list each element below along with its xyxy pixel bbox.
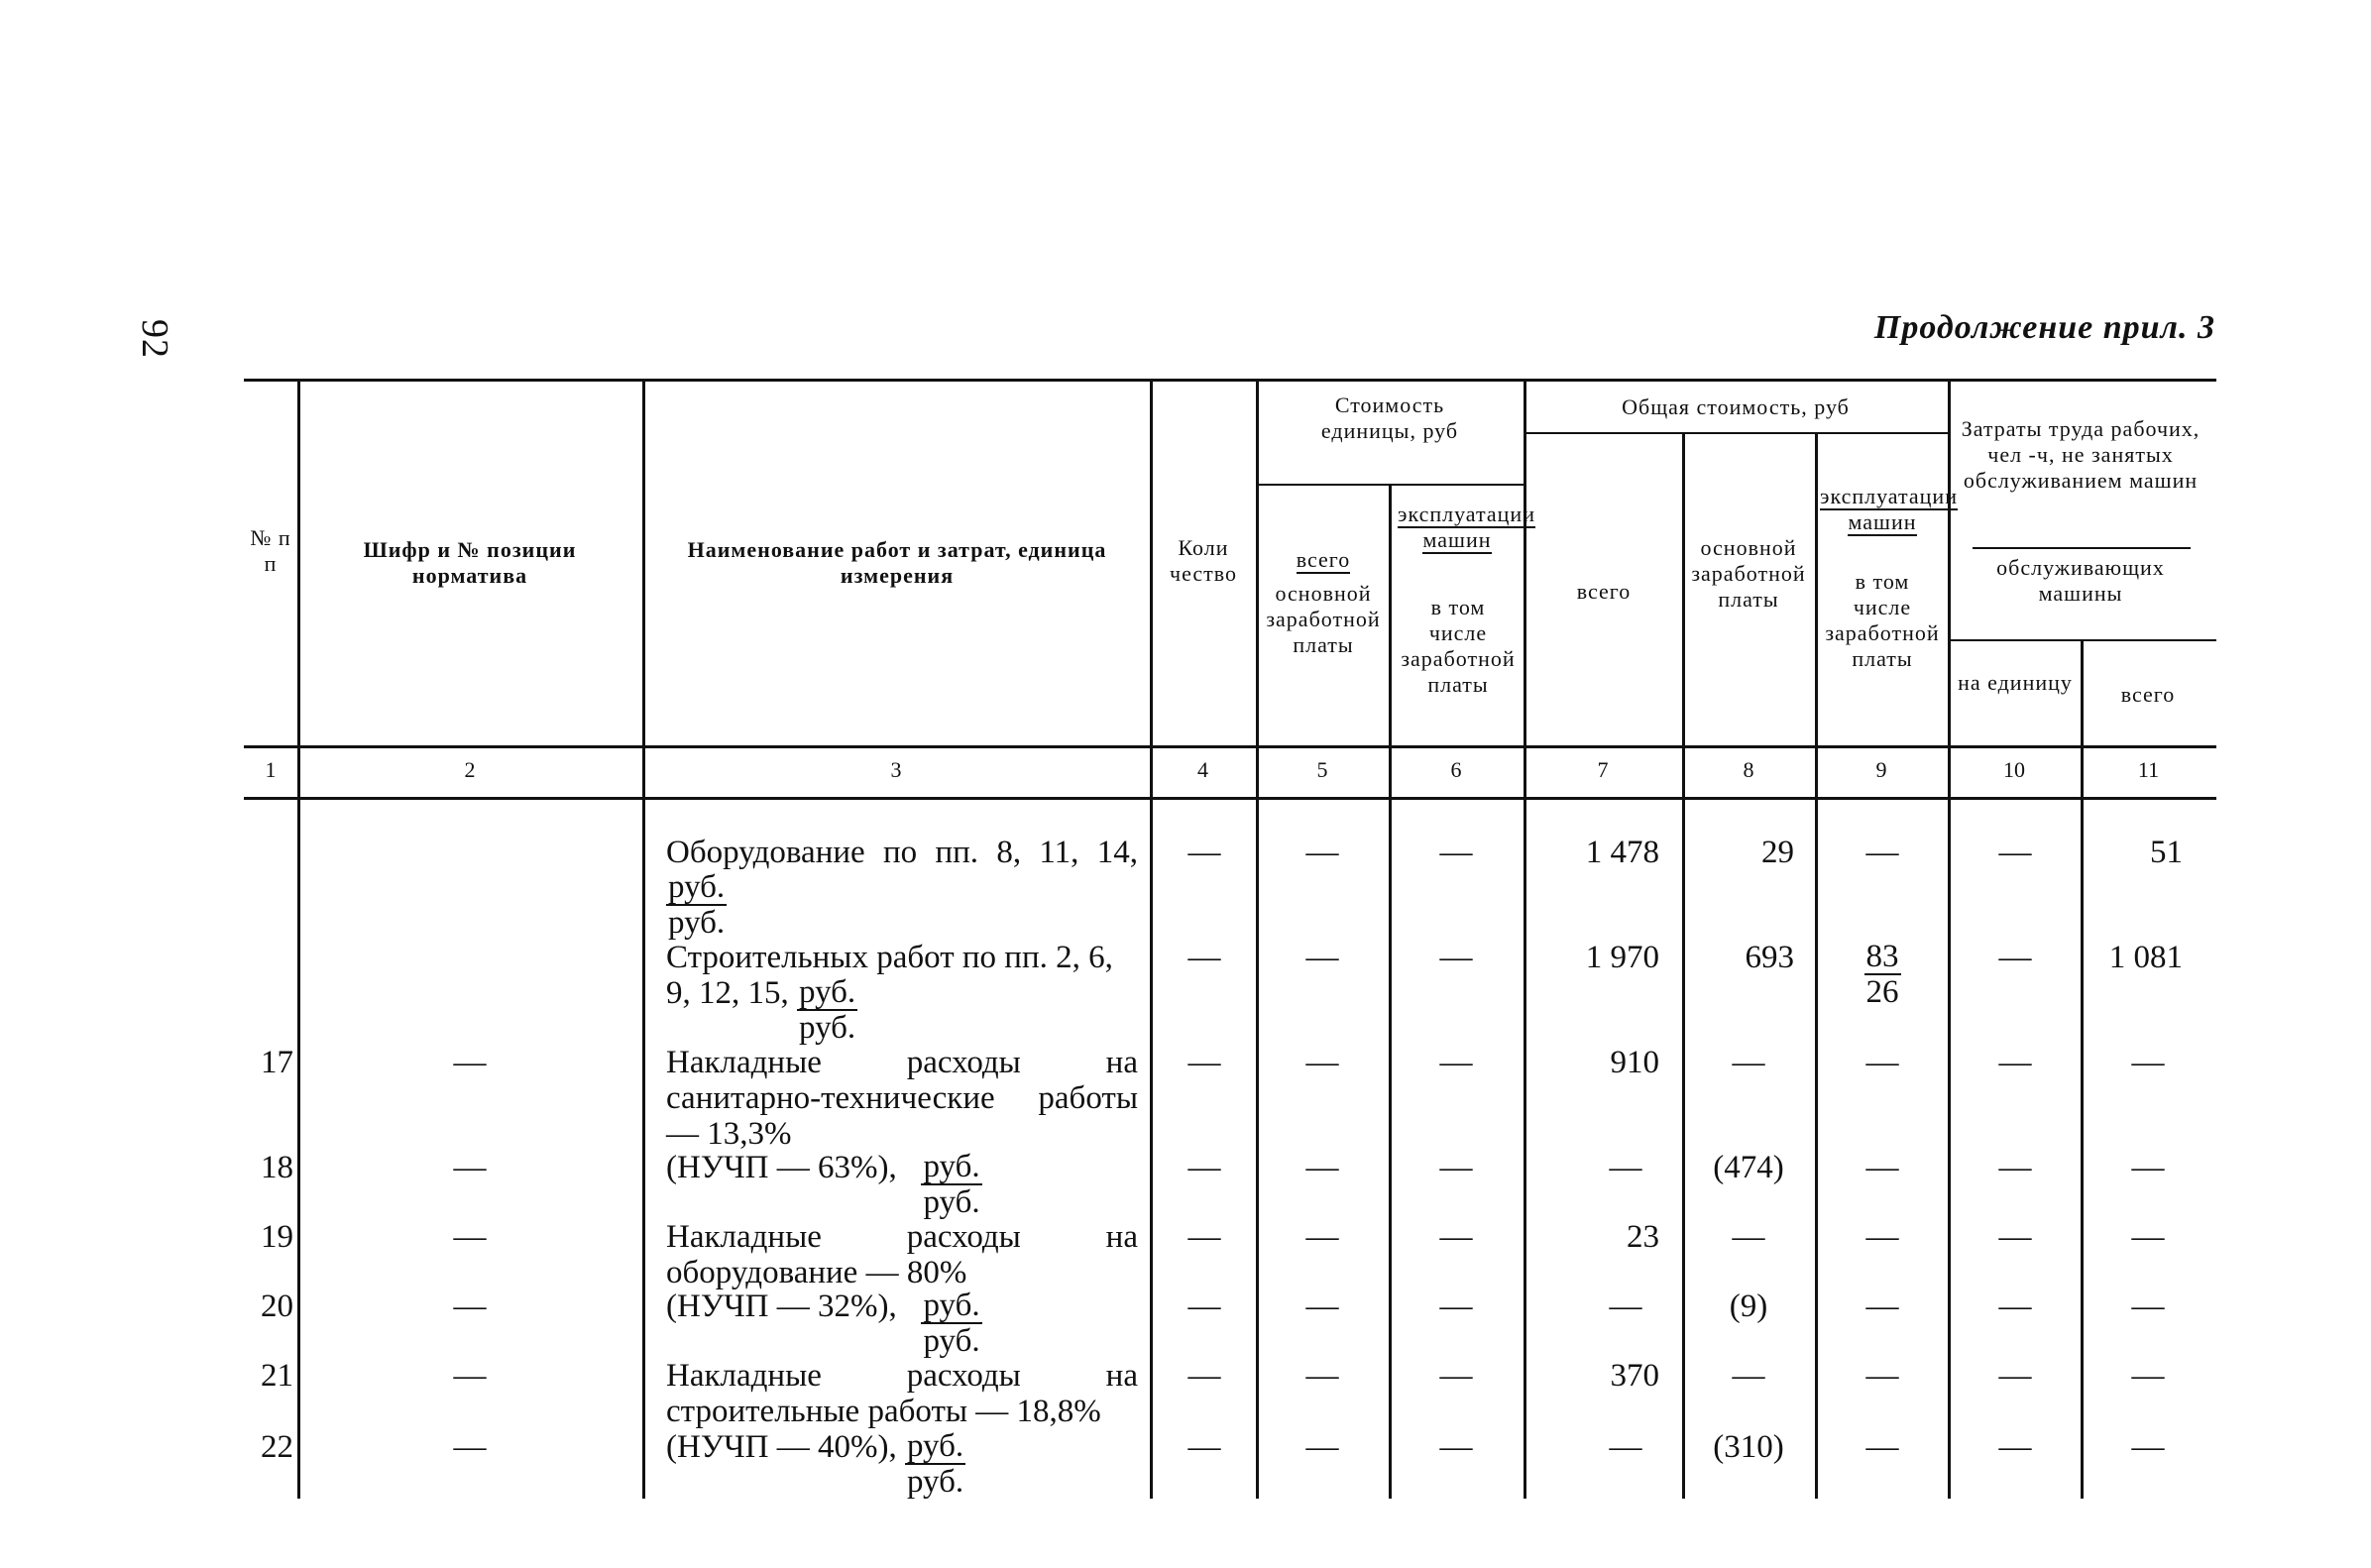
row-name: Накладные расходы на строительные работы — 18,8% — [666, 1358, 1138, 1429]
cell-labor-unit: — — [1998, 1429, 2032, 1465]
cell-unit-total: — — [1305, 1150, 1339, 1185]
cell-unit-machine: — — [1439, 1429, 1473, 1465]
header-unit-incl-wage: в том числе заработной платы — [1401, 595, 1516, 697]
header-no: № п п — [250, 525, 291, 576]
cell-total-all: 1 478 — [1585, 835, 1659, 870]
row-name: Накладные расходы на оборудование — 80% — [666, 1219, 1138, 1290]
header-total-all: всего — [1576, 579, 1632, 604]
cell-unit-machine: — — [1439, 1219, 1473, 1255]
cell-labor-total: 1 081 — [2108, 940, 2183, 975]
cell-total-wage: — — [1732, 1358, 1765, 1394]
cell-total-all: — — [1609, 1429, 1642, 1465]
continuation-title: Продолжение прил. 3 — [1873, 309, 2215, 346]
header-labor-serving: обслуживающих машины — [1996, 555, 2165, 606]
cell-unit-total: — — [1305, 1429, 1339, 1465]
row-code: — — [453, 1150, 487, 1185]
header-unit-base-wage: основной заработной платы — [1266, 581, 1381, 657]
row-code: — — [453, 1219, 487, 1255]
cell-total-machine: $\frac{83}{26}$ — [1865, 939, 1899, 1010]
column-number: 5 — [1316, 757, 1328, 782]
cell-unit-machine: — — [1439, 835, 1473, 870]
cell-total-all: — — [1609, 1150, 1642, 1185]
cell-labor-unit: — — [1998, 1358, 2032, 1394]
cell-labor-total: — — [2131, 1288, 2165, 1324]
row-name: Строительных работ по пп. 2, 6, 9, 12, 15, $\frac{\text{руб.}}{\text{руб.}}$ — [666, 940, 1113, 1046]
column-number: 9 — [1875, 757, 1887, 782]
column-number: 7 — [1597, 757, 1609, 782]
cell-total-all: 370 — [1610, 1358, 1659, 1394]
cell-total-wage: 693 — [1745, 940, 1794, 975]
cell-total-machine: — — [1865, 1288, 1899, 1324]
cell-total-machine: — — [1865, 1429, 1899, 1465]
header-labor-per-unit: на единицу — [1958, 670, 2073, 695]
cell-qty: — — [1187, 1288, 1221, 1324]
column-number: 11 — [2137, 757, 2160, 782]
cell-total-wage: — — [1732, 1045, 1765, 1080]
cell-total-all: 23 — [1627, 1219, 1659, 1255]
column-number: 8 — [1743, 757, 1754, 782]
row-number: 22 — [261, 1429, 293, 1465]
cell-total-wage: (474) — [1713, 1150, 1784, 1185]
row-number: 21 — [261, 1358, 293, 1394]
cell-qty: — — [1187, 1429, 1221, 1465]
header-total-incl-wage: в том числе заработной платы — [1825, 569, 1940, 671]
cell-qty: — — [1187, 1045, 1221, 1080]
row-number: 17 — [261, 1045, 293, 1080]
row-name: (НУЧП — 63%), $\frac{\text{руб.}}{\text{руб.}}$ — [666, 1149, 980, 1220]
cell-qty: — — [1187, 1219, 1221, 1255]
cell-unit-total: — — [1305, 1288, 1339, 1324]
cell-labor-total: — — [2131, 1429, 2165, 1465]
cell-qty: — — [1187, 835, 1221, 870]
row-name: (НУЧП — 32%), $\frac{\text{руб.}}{\text{руб.}}$ — [666, 1288, 980, 1359]
cell-total-machine: — — [1865, 835, 1899, 870]
cell-total-all: 910 — [1610, 1045, 1659, 1080]
cell-total-machine: — — [1865, 1219, 1899, 1255]
row-name: (НУЧП — 40%), $\frac{\text{руб.}}{\text{руб.}}$ — [666, 1428, 964, 1500]
cell-unit-total: — — [1305, 835, 1339, 870]
cell-total-wage: — — [1732, 1219, 1765, 1255]
cell-total-wage: (310) — [1713, 1429, 1784, 1465]
cell-unit-total: — — [1305, 1219, 1339, 1255]
cell-labor-total: 51 — [2150, 835, 2183, 870]
cell-unit-machine: — — [1439, 1045, 1473, 1080]
cell-unit-machine: — — [1439, 1288, 1473, 1324]
column-number: 3 — [890, 757, 902, 782]
cell-unit-total: — — [1305, 1045, 1339, 1080]
cell-total-machine: — — [1865, 1045, 1899, 1080]
page-number: 92 — [134, 319, 175, 359]
cell-labor-total: — — [2131, 1219, 2165, 1255]
header-unit-machine-op: эксплуатации машин — [1398, 502, 1535, 552]
cell-qty: — — [1187, 1150, 1221, 1185]
header-labor: Затраты труда рабочих, чел -ч, не занятых обслуживанием машин — [1961, 416, 2201, 493]
header-labor-total: всего — [2120, 682, 2176, 707]
cell-unit-machine: — — [1439, 1150, 1473, 1185]
row-code: — — [453, 1288, 487, 1324]
row-code: — — [453, 1429, 487, 1465]
cell-total-machine: — — [1865, 1358, 1899, 1394]
row-name: Накладные расходы на санитарно-технические работы — 13,3% — [666, 1045, 1138, 1152]
cell-total-all: — — [1609, 1288, 1642, 1324]
cell-total-wage: 29 — [1761, 835, 1794, 870]
cell-labor-total: — — [2131, 1358, 2165, 1394]
cell-unit-total: — — [1305, 1358, 1339, 1394]
column-number: 10 — [2003, 757, 2025, 782]
row-code: — — [453, 1358, 487, 1394]
cell-labor-unit: — — [1998, 1150, 2032, 1185]
cell-labor-total: — — [2131, 1150, 2165, 1185]
cell-qty: — — [1187, 940, 1221, 975]
header-qty: Коли чество — [1170, 535, 1237, 586]
column-number: 4 — [1197, 757, 1208, 782]
row-name: Оборудование по пп. 8, 11, 14, $\frac{\text{руб.}}{\text{руб.}}$ — [666, 835, 1138, 941]
cell-labor-unit: — — [1998, 1288, 2032, 1324]
cell-labor-unit: — — [1998, 835, 2032, 870]
row-number: 20 — [261, 1288, 293, 1324]
cell-qty: — — [1187, 1358, 1221, 1394]
cell-labor-unit: — — [1998, 940, 2032, 975]
header-total-cost: Общая стоимость, руб — [1622, 394, 1850, 419]
cell-total-all: 1 970 — [1585, 940, 1659, 975]
header-unit-total: всего — [1296, 547, 1351, 572]
header-name: Наименование работ и затрат, единица измерения — [687, 537, 1107, 588]
cell-labor-unit: — — [1998, 1045, 2032, 1080]
header-unit-cost: Стоимость единицы, руб — [1320, 392, 1459, 443]
row-number: 18 — [261, 1150, 293, 1185]
column-number: 2 — [464, 757, 476, 782]
row-number: 19 — [261, 1219, 293, 1255]
row-code: — — [453, 1045, 487, 1080]
cell-labor-unit: — — [1998, 1219, 2032, 1255]
cell-unit-machine: — — [1439, 1358, 1473, 1394]
cell-total-wage: (9) — [1729, 1288, 1768, 1324]
cell-unit-total: — — [1305, 940, 1339, 975]
header-code: Шифр и № позиции норматива — [363, 537, 577, 588]
column-number: 6 — [1450, 757, 1462, 782]
column-number: 1 — [265, 757, 277, 782]
cell-labor-total: — — [2131, 1045, 2165, 1080]
cell-total-machine: — — [1865, 1150, 1899, 1185]
header-total-base-wage: основной заработной платы — [1691, 535, 1806, 612]
cell-unit-machine: — — [1439, 940, 1473, 975]
header-total-machine-op: эксплуатации машин — [1820, 484, 1958, 534]
